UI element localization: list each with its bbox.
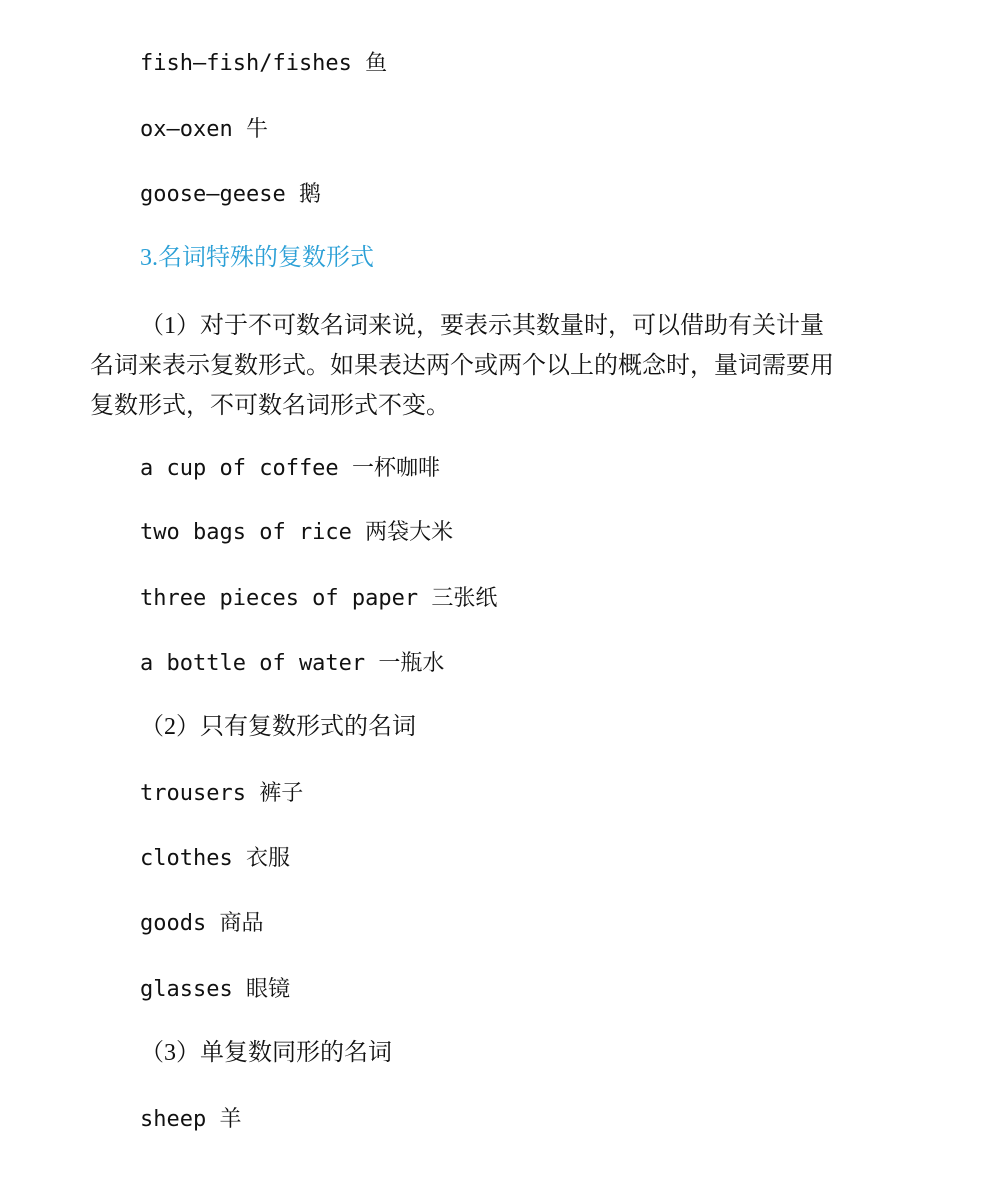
example-rice xyxy=(140,518,453,548)
example-coffee xyxy=(140,454,440,484)
example-goose-en: goose—geese xyxy=(140,182,286,207)
example-sheep-en: sheep xyxy=(140,1107,207,1132)
example-coffee-zh: 一杯咖啡 xyxy=(351,456,440,481)
example-fish-zh: 鱼 xyxy=(365,51,388,76)
example-goods-en: goods xyxy=(140,911,207,936)
example-coffee-en: a cup of coffee xyxy=(140,456,339,481)
example-water-zh: 一瓶水 xyxy=(378,651,445,676)
example-clothes-en: clothes xyxy=(140,846,233,871)
example-ox xyxy=(140,115,268,145)
paragraph-1-line-3: 复数形式，不可数名词形式不变。 xyxy=(90,393,450,419)
example-ox-en: ox—oxen xyxy=(140,117,233,142)
example-clothes xyxy=(140,844,290,874)
example-trousers-zh: 裤子 xyxy=(259,781,304,806)
subheading-3: （3）单复数同形的名词 xyxy=(140,1040,392,1066)
example-paper xyxy=(140,584,497,614)
example-sheep-zh: 羊 xyxy=(219,1107,242,1132)
paragraph-1 xyxy=(90,306,910,426)
example-clothes-zh: 衣服 xyxy=(245,846,290,871)
example-fish-en: fish—fish/fishes xyxy=(140,51,352,76)
example-glasses-en: glasses xyxy=(140,977,233,1002)
example-rice-zh: 两袋大米 xyxy=(365,520,454,545)
subheading-2: （2）只有复数形式的名词 xyxy=(140,714,416,740)
paragraph-1-line-1: （1）对于不可数名词来说，要表示其数量时，可以借助有关计量 xyxy=(140,313,824,339)
example-paper-zh: 三张纸 xyxy=(431,586,498,611)
example-glasses xyxy=(140,975,290,1005)
example-glasses-zh: 眼镜 xyxy=(245,977,290,1002)
example-ox-zh: 牛 xyxy=(245,117,268,142)
example-fish xyxy=(140,49,387,79)
paragraph-1-line-2: 名词来表示复数形式。如果表达两个或两个以上的概念时，量词需要用 xyxy=(90,353,834,379)
example-trousers xyxy=(140,779,303,809)
example-trousers-en: trousers xyxy=(140,781,246,806)
example-paper-en: three pieces of paper xyxy=(140,586,419,611)
example-goose xyxy=(140,180,321,210)
example-goose-zh: 鹅 xyxy=(298,182,321,207)
example-sheep xyxy=(140,1105,242,1135)
example-rice-en: two bags of rice xyxy=(140,520,352,545)
example-water xyxy=(140,649,444,679)
example-water-en: a bottle of water xyxy=(140,651,366,676)
example-goods-zh: 商品 xyxy=(219,911,264,936)
section-heading: 3.名词特殊的复数形式 xyxy=(140,245,374,271)
example-goods xyxy=(140,909,264,939)
